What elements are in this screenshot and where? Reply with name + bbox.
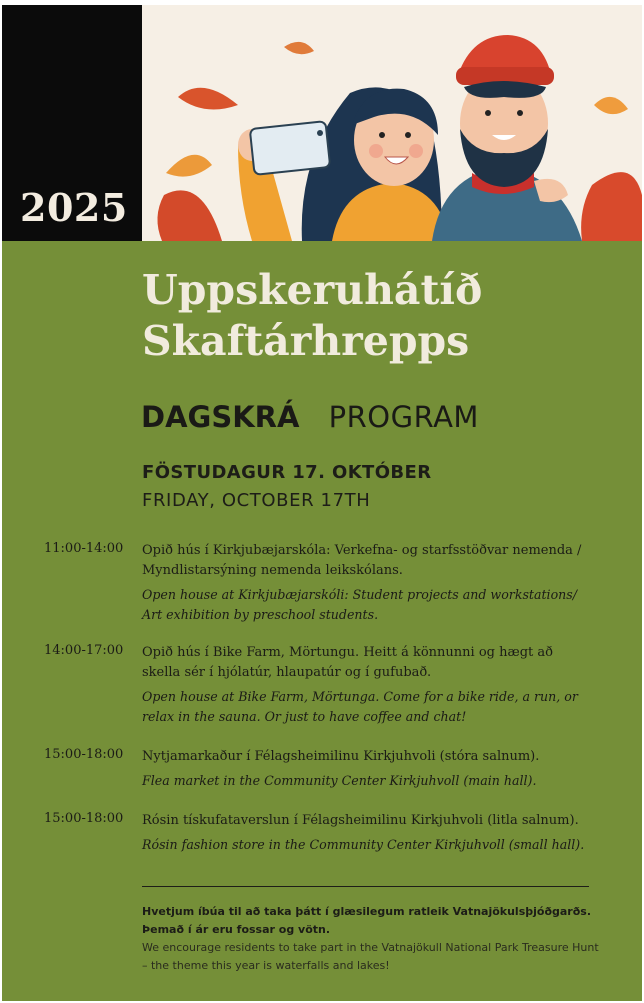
- program-heading-en: PROGRAM: [328, 400, 479, 434]
- event-time: 15:00-18:00: [44, 747, 124, 762]
- event-description-is: Rósin tískufataverslun í Félagsheimilinu Kirkjuhvoli (litla salnum).: [142, 813, 579, 828]
- note-en: We encourage residents to take part in the Vatnajökull National Park Treasure Hunt – the theme this year is waterfalls and lakes!: [142, 941, 599, 972]
- event-description-en: Flea market in the Community Center Kirkjuhvoll (main hall).: [142, 773, 537, 788]
- program-heading: [141, 400, 479, 434]
- year-label: 2025: [20, 185, 128, 230]
- event-description-is: Opið hús í Bike Farm, Mörtungu. Heitt á könnunni og hægt að skella sér í hjólatúr, hlaupatúr og í gufubað.: [142, 645, 553, 680]
- event-description-en: Open house at Bike Farm, Mörtunga. Come for a bike ride, a run, or relax in the sauna. Or just to have coffee and chat!: [142, 689, 578, 724]
- title-line-1: Uppskeruhátíð: [142, 266, 483, 314]
- treasure-hunt-note: [142, 903, 602, 975]
- event-time: 15:00-18:00: [44, 811, 124, 826]
- couple-selfie-illustration: [142, 5, 642, 241]
- title-line-2: Skaftárhrepps: [142, 317, 470, 365]
- event-time: 14:00-17:00: [44, 643, 124, 658]
- event-description-is: Nytjamarkaður í Félagsheimilinu Kirkjuhvoli (stóra salnum).: [142, 749, 540, 764]
- event-description: [142, 811, 594, 855]
- note-is: Hvetjum íbúa til að taka þátt í glæsilegum ratleik Vatnajökulsþjóðgarðs. Þemað í ár eru fossar og vötn.: [142, 905, 592, 936]
- poster: [2, 5, 642, 1001]
- event-description-en: Rósin fashion store in the Community Center Kirkjuhvoll (small hall).: [142, 837, 585, 852]
- header: [2, 5, 642, 241]
- event-description-is: Opið hús í Kirkjubæjarskóla: Verkefna- og starfsstöðvar nemenda / Myndlistarsýning nemenda leikskólans.: [142, 543, 582, 578]
- event-description: [142, 643, 594, 727]
- program-heading-is: DAGSKRÁ: [141, 400, 300, 434]
- year-box: [2, 5, 142, 241]
- event-description: [142, 747, 594, 791]
- event-description: [142, 541, 594, 625]
- event-description-en: Open house at Kirkjubæjarskóli: Student projects and workstations/ Art exhibition by preschool students.: [142, 587, 577, 622]
- day-heading-en: FRIDAY, OCTOBER 17TH: [142, 490, 371, 511]
- footer-divider: [142, 886, 589, 887]
- event-title: [142, 265, 632, 367]
- day-heading-is: FÖSTUDAGUR 17. OKTÓBER: [142, 462, 432, 483]
- event-time: 11:00-14:00: [44, 541, 124, 556]
